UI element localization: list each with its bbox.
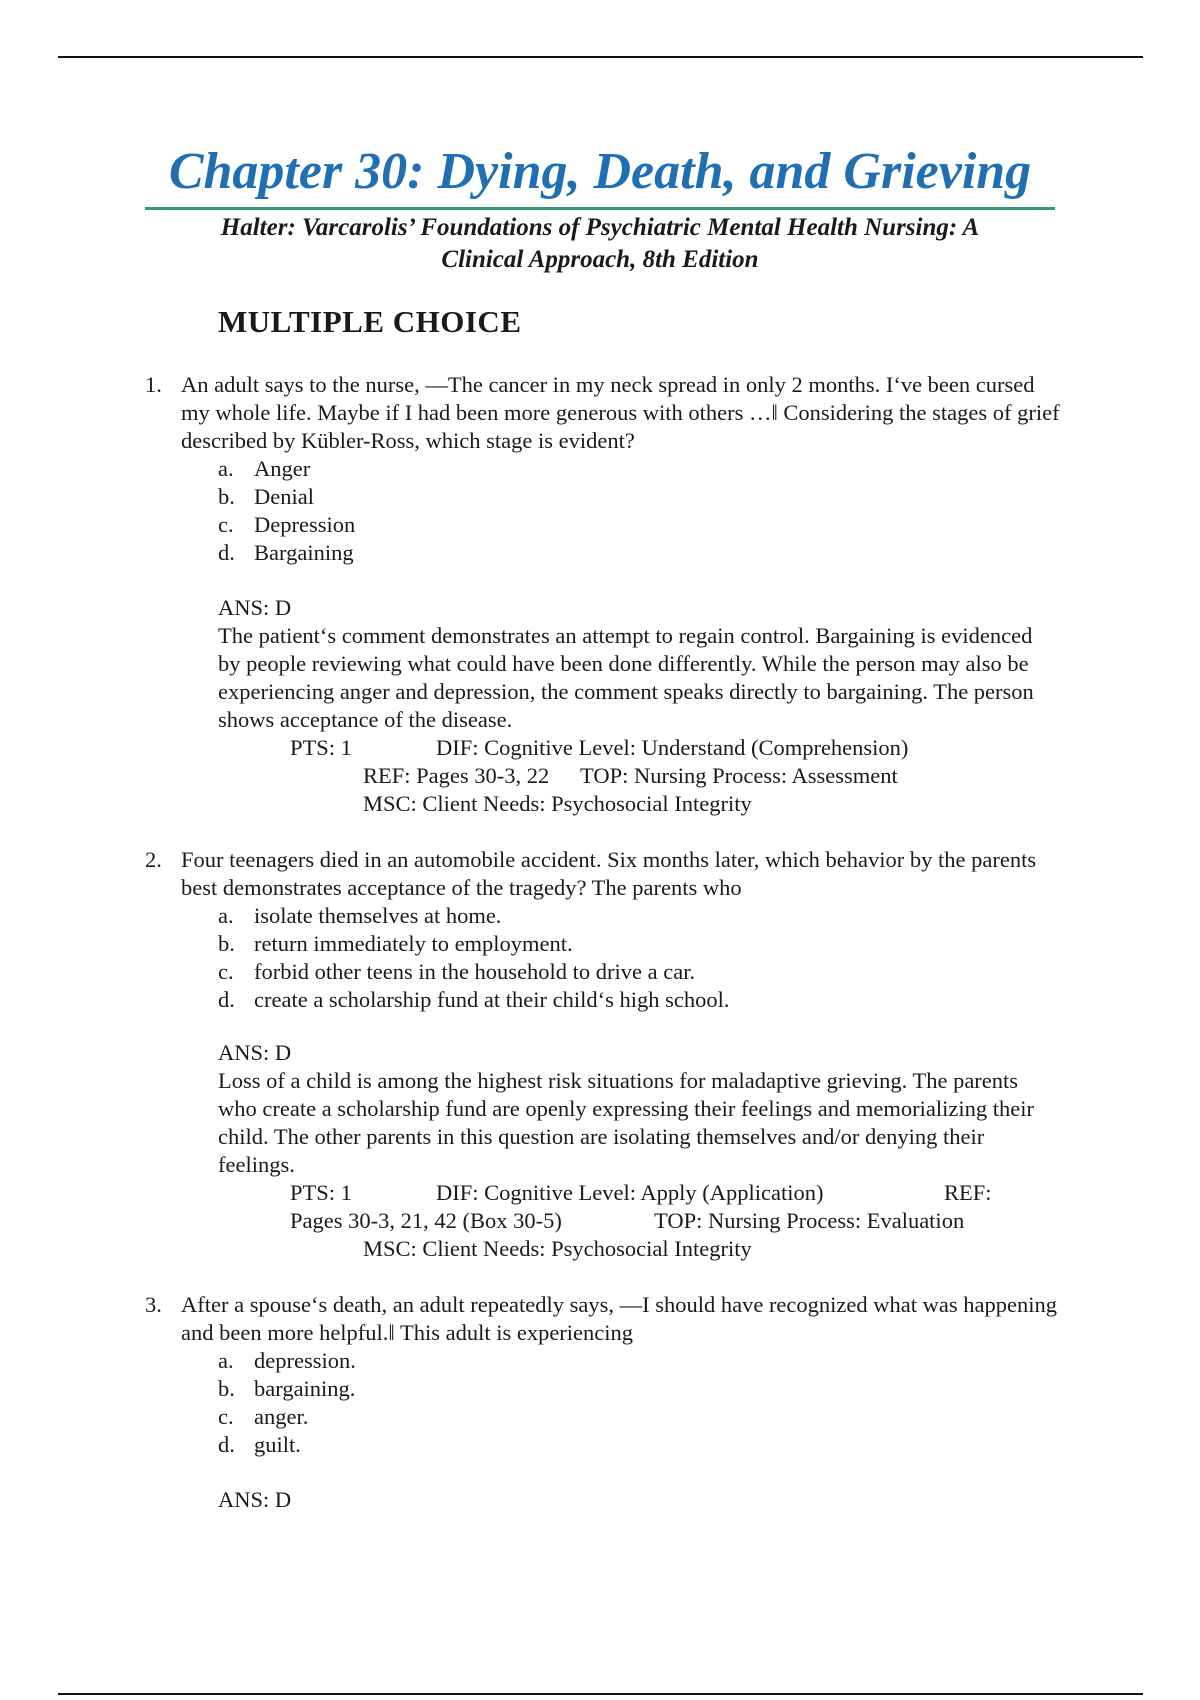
client-needs: MSC: Client Needs: Psychosocial Integrity bbox=[363, 1236, 752, 1261]
option-d bbox=[218, 539, 1018, 567]
client-needs: MSC: Client Needs: Psychosocial Integrity bbox=[363, 791, 752, 816]
question-number: 3. bbox=[145, 1292, 162, 1317]
option-b bbox=[218, 930, 1018, 958]
option-letter: c. bbox=[218, 1404, 234, 1429]
topic: TOP: Nursing Process: Evaluation bbox=[654, 1208, 965, 1233]
option-list bbox=[218, 902, 1018, 1014]
section-heading: MULTIPLE CHOICE bbox=[218, 304, 522, 339]
question-stem: An adult says to the nurse, ―The cancer in my neck spread in only 2 months. I‘ve been cursed my whole life. Maybe if I had been more generous with others …‖ Considering the stages of grief described by Kübler-Ross, which stage is evident? bbox=[181, 372, 1060, 453]
option-text: Denial bbox=[254, 484, 314, 509]
option-d bbox=[218, 1431, 1018, 1459]
option-text: bargaining. bbox=[254, 1376, 356, 1401]
option-letter: b. bbox=[218, 931, 235, 956]
option-text: guilt. bbox=[254, 1432, 301, 1457]
title-underline bbox=[145, 207, 1055, 210]
question-number: 2. bbox=[145, 847, 162, 872]
subtitle-line-2: Clinical Approach, 8th Edition bbox=[441, 246, 759, 273]
option-c bbox=[218, 511, 1018, 539]
difficulty: DIF: Cognitive Level: Apply (Application) bbox=[436, 1180, 824, 1205]
option-text: Depression bbox=[254, 512, 356, 537]
answer-key: ANS: D bbox=[218, 595, 292, 620]
option-text: Anger bbox=[254, 456, 311, 481]
option-letter: d. bbox=[218, 540, 235, 565]
question-stem: After a spouse‘s death, an adult repeatedly says, ―I should have recognized what was happening and been more helpful.‖ This adult is experiencing bbox=[181, 1292, 1057, 1345]
points: PTS: 1 bbox=[290, 1180, 352, 1205]
option-c bbox=[218, 1403, 1018, 1431]
option-a bbox=[218, 455, 1018, 483]
option-b bbox=[218, 483, 1018, 511]
option-list bbox=[218, 455, 1018, 567]
option-letter: c. bbox=[218, 512, 234, 537]
option-text: return immediately to employment. bbox=[254, 931, 573, 956]
option-letter: b. bbox=[218, 484, 235, 509]
option-letter: d. bbox=[218, 1432, 235, 1457]
answer-key: ANS: D bbox=[218, 1040, 292, 1065]
top-rule bbox=[58, 56, 1143, 58]
answer-key: ANS: D bbox=[218, 1487, 292, 1512]
option-a bbox=[218, 902, 1018, 930]
topic: TOP: Nursing Process: Assessment bbox=[580, 763, 898, 788]
book-subtitle bbox=[145, 212, 1055, 276]
option-text: Bargaining bbox=[254, 540, 354, 565]
chapter-title: Chapter 30: Dying, Death, and Grieving bbox=[168, 143, 1032, 200]
option-list bbox=[218, 1347, 1018, 1459]
rationale: Loss of a child is among the highest risk situations for maladaptive grieving. The parents who create a scholarship fund are openly expressing their feelings and memorializing their child. The other parents in this question are isolating themselves and/or denying their feelings. bbox=[218, 1068, 1034, 1177]
option-letter: c. bbox=[218, 959, 234, 984]
option-letter: d. bbox=[218, 987, 235, 1012]
points: PTS: 1 bbox=[290, 735, 352, 760]
reference-label: REF: bbox=[944, 1180, 992, 1205]
option-d bbox=[218, 986, 1018, 1014]
option-b bbox=[218, 1375, 1018, 1403]
difficulty: DIF: Cognitive Level: Understand (Comprehension) bbox=[436, 735, 909, 760]
option-letter: b. bbox=[218, 1376, 235, 1401]
option-letter: a. bbox=[218, 456, 234, 481]
option-c bbox=[218, 958, 1018, 986]
option-text: forbid other teens in the household to drive a car. bbox=[254, 959, 696, 984]
question-stem: Four teenagers died in an automobile accident. Six months later, which behavior by the parents best demonstrates acceptance of the tragedy? The parents who bbox=[181, 847, 1037, 900]
question-number: 1. bbox=[145, 372, 162, 397]
rationale: The patient‘s comment demonstrates an attempt to regain control. Bargaining is evidenced by people reviewing what could have been done differently. While the person may also be experiencing anger and depression, the comment speaks directly to bargaining. The person shows acceptance of the disease. bbox=[218, 623, 1034, 732]
subtitle-line-1: Halter: Varcarolis’ Foundations of Psychiatric Mental Health Nursing: A bbox=[220, 214, 980, 241]
option-text: create a scholarship fund at their child‘s high school. bbox=[254, 987, 730, 1012]
bottom-rule bbox=[58, 1693, 1143, 1695]
reference: Pages 30-3, 21, 42 (Box 30-5) bbox=[290, 1208, 562, 1233]
option-a bbox=[218, 1347, 1018, 1375]
option-text: anger. bbox=[254, 1404, 309, 1429]
option-letter: a. bbox=[218, 903, 234, 928]
option-letter: a. bbox=[218, 1348, 234, 1373]
option-text: isolate themselves at home. bbox=[254, 903, 502, 928]
option-text: depression. bbox=[254, 1348, 356, 1373]
reference: REF: Pages 30-3, 22 bbox=[363, 763, 550, 788]
